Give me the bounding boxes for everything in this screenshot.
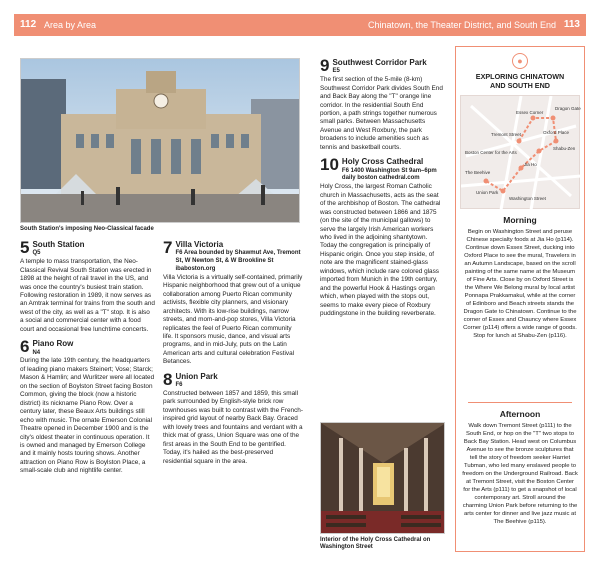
entry-10-number: 10 <box>320 155 339 175</box>
entry-9-meta: E5 <box>332 68 340 75</box>
afternoon-heading: Afternoon <box>499 409 541 419</box>
entry-8-header <box>163 369 303 390</box>
map-label-bca: Boston Center for the Arts <box>465 150 517 155</box>
map-label-jiaho: Jia Ho <box>524 162 537 167</box>
cathedral-photo-block <box>320 422 445 551</box>
entry-10-title: Holy Cross Cathedral <box>341 157 424 167</box>
sidebar-title-line-1: EXPLORING CHINATOWN <box>475 72 565 81</box>
route-map-svg <box>461 96 581 210</box>
entry-7-title: Villa Victoria <box>175 240 224 249</box>
entry-9-number: 9 <box>320 56 330 75</box>
map-label-union: Union Park <box>476 190 499 195</box>
left-page-number: 112 <box>20 19 37 30</box>
left-running-title: Area by Area <box>44 20 97 30</box>
entry-9-title: Southwest Corridor Park <box>332 58 427 67</box>
entry-9-header <box>320 58 445 76</box>
entry-6-meta: N4 <box>32 349 41 356</box>
morning-heading: Morning <box>503 215 537 225</box>
afternoon-text: Walk down Tremont Street (p111) to the South End, or hop on the "T" two stops to Back Bay Station. Head west on Columbus Avenue to see the bronze sculptures that tell the story of freedom seeker Harriet Tubman, who led many enslaved people to freedom on the Underground Railroad. Back at Tremont Street, visit the Boston Center for the Arts (p111) to get a snapshot of local contemporary art. Stroll around the charming Union Park before returning to the arts center for dinner and live jazz music at The Beehive (p115). <box>462 423 578 526</box>
map-label-shabu: Shabu-Zen <box>553 146 576 151</box>
south-station-photo <box>20 58 300 223</box>
entry-7-text: Villa Victoria is a virtually self-contained, primarily Hispanic neighborhood that grew out of a unique collaboration among Puerto Rican community activists, flexible city planners, and visionary architects. With its low-rise buildings, narrow streets, and mom-and-pop stores, Villa Victoria replicates the feel of Puerto Rican community life. It sponsors music, dance, and visual arts programs, and in mid-July, puts on the Latin American arts and cultural celebration Festival Betances. <box>163 273 303 366</box>
map-pin-icon: ● <box>512 53 528 69</box>
cathedral-photo <box>320 422 445 534</box>
entry-7-header <box>163 240 303 274</box>
column-1 <box>20 240 155 476</box>
entry-5-title: South Station <box>32 240 85 249</box>
entry-5-number: 5 <box>20 238 30 257</box>
entry-6-text: During the late 19th century, the headquarters of leading piano makers Steinert; Vose; Starck; Mason & Hamlin; and Wurlitzer were all located on the section of Boylston Street facing Boston Common, giving the block (now a historic district) its nickname Piano Row. Over a century later, these Beaux Arts buildings still echo with music. The ornate Emerson Colonial Theatre opened in December 1900 and is the city's oldest theater in continuous operation. It is owned and managed by Emerson College and it mainly hosts touring shows. Another attraction on Piano Row is Boylston Place, a small-scale club and nightlife center. <box>20 357 155 475</box>
map-label-oxford: Oxford Place <box>543 130 570 135</box>
map-label-washington: Washington Street <box>509 196 546 201</box>
entry-6-title: Piano Row <box>32 339 74 349</box>
right-page-number: 113 <box>563 19 580 30</box>
cathedral-caption: Interior of the Holy Cross Cathedral on Washington Street <box>320 537 431 551</box>
entry-10-text: Holy Cross, the largest Roman Catholic church in Massachusetts, acts as the seat of the archbishop of Boston. The cathedral was constructed between 1866 and 1875 (on the site of the municipal gallows) to serve the largely Irish American workers who lived in the adjoining shantytown. Today the congregation is principally of Hispanic origin. Once you step inside, of note are the magnificent stained-glass windows, which include rare colored glass imported from Munich in the 19th century, and the powerful Hook & Hastings organ which, when played with the stops out, seems to make every piece of Roxbury puddingstone in the building reverberate. <box>320 183 441 318</box>
south-station-illustration <box>21 59 300 223</box>
entry-6-header <box>20 339 155 357</box>
map-label-dragon: Dragon Gate <box>555 106 581 111</box>
map-label-essex: Essex Corner <box>516 110 544 115</box>
entry-7-meta: F6 Area bounded by Shawmut Ave, Tremont St, W Newton St, & W Brookline St ibaboston.org <box>175 250 301 272</box>
walking-route-map <box>460 95 580 209</box>
map-label-beehive: The Beehive <box>465 170 491 175</box>
column-2 <box>163 240 303 466</box>
entry-10-meta: F6 1400 Washington St 9am–6pm daily boston cathedral.com <box>341 167 437 182</box>
column-3 <box>320 58 445 319</box>
entry-10-header <box>320 157 445 183</box>
south-station-photo-block <box>20 58 300 233</box>
right-running-title: Chinatown, the Theater District, and South End <box>368 20 556 30</box>
page-header <box>14 14 586 36</box>
exploring-sidebar <box>455 46 585 552</box>
entry-6-number: 6 <box>20 337 30 357</box>
sidebar-title-line-2: AND SOUTH END <box>490 80 550 90</box>
south-station-caption: South Station's imposing Neo-Classical facade <box>20 226 154 232</box>
cathedral-illustration <box>321 423 445 534</box>
entry-5-text: A temple to mass transportation, the Neo-Classical Revival South Station was erected in 1898 at the height of rail travel in the US, and was once the country's busiest train station. Following restoration in 1989, it now serves as an Amtrak terminal for trains from the south and west of the city, as well as a "T" stop. It is also a social and commercial center with a food court and occasional free lunchtime concerts. <box>20 258 155 333</box>
entry-8-meta: F6 <box>175 382 183 389</box>
entry-9-text: The first section of the 5-mile (8-km) Southwest Corridor Park divides South End and Back Bay along the "T" orange line corridor. In the residential South End portion, a path strings together numerous small parks. Between Massachusetts Avenue and West Roxbury, the park broadens to include amenities such as tennis and basketball courts. <box>320 76 443 151</box>
map-label-tremont: Tremont Street <box>491 132 521 137</box>
entry-8-title: Union Park <box>175 371 218 381</box>
entry-7-number: 7 <box>163 238 173 257</box>
sidebar-title <box>456 73 584 90</box>
sidebar-divider <box>468 402 572 403</box>
entry-5-meta: Q5 <box>32 250 41 257</box>
entry-8-number: 8 <box>163 369 173 389</box>
entry-5-header <box>20 240 155 258</box>
morning-text: Begin on Washington Street and peruse Chinese specialty foods at Jia Ho (p114). Continue down Essex Street, ducking into Oxford Place to see the mural, Travelers in an Autumn Landscape, based on the scroll painting of the same name at the Museum of Fine Arts. Close by on Oxford Street is the Where We Belong mural by local artist Ponnapa Prakkamakul, while at the corner of Edinboro and Beach streets stands the Dragon Gate to Chinatown. Continue to the corner of Essex and Chauncy where Essex Corner (p114) offers a wide range of goods. Stop for lunch at Shabu-Zen (p116). <box>463 229 577 340</box>
entry-8-text: Constructed between 1857 and 1859, this small park surrounded by English-style brick row townhouses was built to contrast with the French-inspired grid layout of nearby Back Bay. Graced with lovely trees and fountains and verdant with a thick mat of grass, Union Square was one of the first areas in the South End to be gentrified. Today, it's hailed as the best-preserved residential square in the area. <box>163 389 303 465</box>
